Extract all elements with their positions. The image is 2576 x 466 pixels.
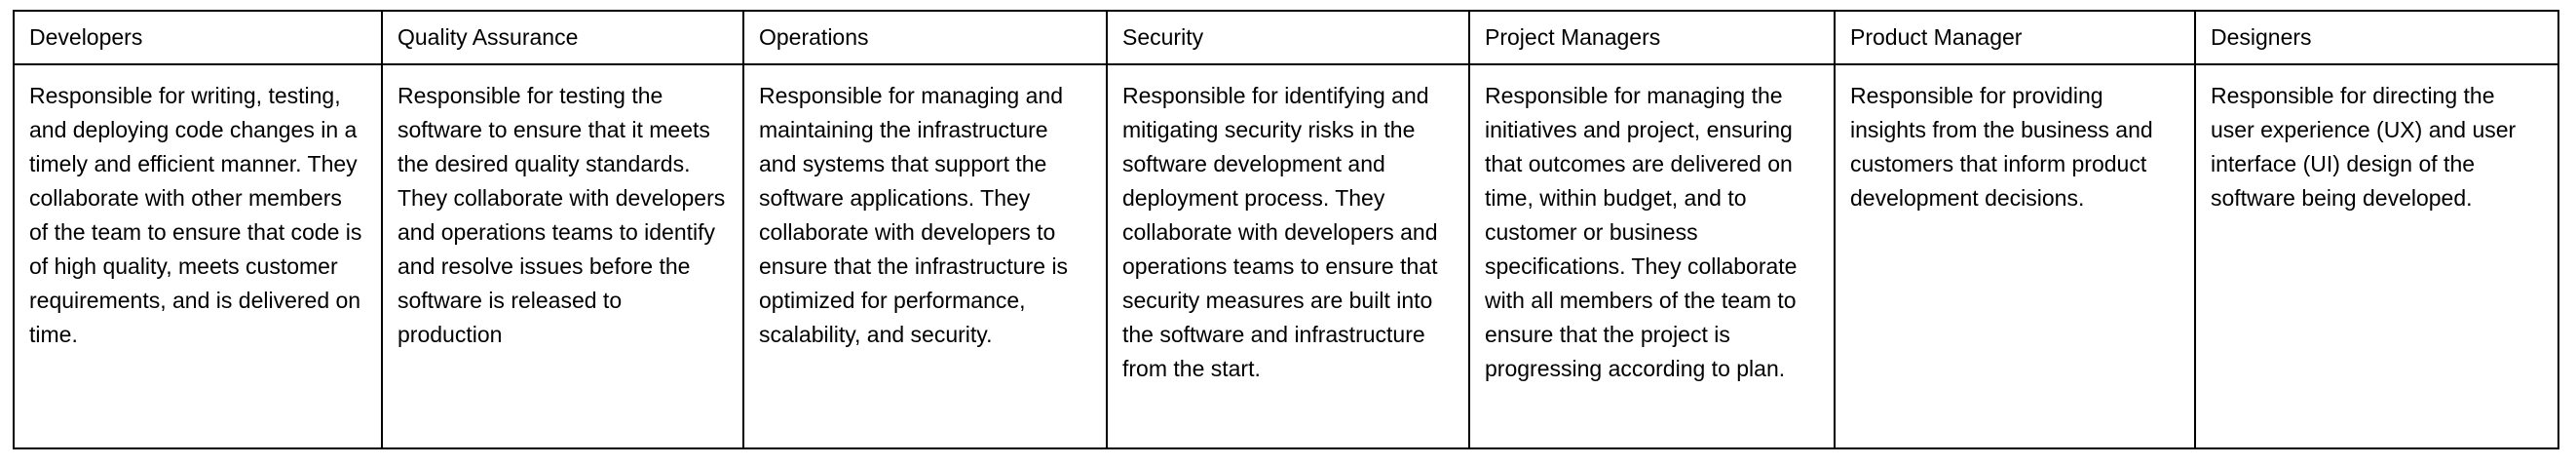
description-cell-security: Responsible for identifying and mitigating security risks in the software development and deployment process. They collaborate with developers and operations teams to ensure that security measures are built into the software and infrastructure from the start.	[1107, 64, 1469, 448]
header-cell-product-manager: Product Manager	[1835, 11, 2195, 64]
description-cell-project-managers: Responsible for managing the initiatives and project, ensuring that outcomes are delivered on time, within budget, and to customer or business specifications. They collaborate with all members of the team to ensure that the project is progressing according to plan.	[1469, 64, 1835, 448]
description-cell-operations: Responsible for managing and maintaining the infrastructure and systems that support the software applications. They collaborate with developers to ensure that the infrastructure is optimized for performance, scalability, and security.	[743, 64, 1107, 448]
roles-table-header-row	[14, 11, 2558, 64]
description-cell-developers: Responsible for writing, testing, and deploying code changes in a timely and efficient manner. They collaborate with other members of the team to ensure that code is of high quality, meets customer requirements, and is delivered on time.	[14, 64, 382, 448]
header-cell-developers: Developers	[14, 11, 382, 64]
header-cell-security: Security	[1107, 11, 1469, 64]
header-cell-project-managers: Project Managers	[1469, 11, 1835, 64]
description-cell-quality-assurance: Responsible for testing the software to ensure that it meets the desired quality standards. They collaborate with developers and operations teams to identify and resolve issues before the software is released to production	[382, 64, 743, 448]
header-cell-designers: Designers	[2195, 11, 2558, 64]
roles-table	[13, 10, 2559, 449]
description-cell-product-manager: Responsible for providing insights from the business and customers that inform product development decisions.	[1835, 64, 2195, 448]
header-cell-operations: Operations	[743, 11, 1107, 64]
header-cell-quality-assurance: Quality Assurance	[382, 11, 743, 64]
roles-table-body-row	[14, 64, 2558, 448]
description-cell-designers: Responsible for directing the user experience (UX) and user interface (UI) design of the software being developed.	[2195, 64, 2558, 448]
